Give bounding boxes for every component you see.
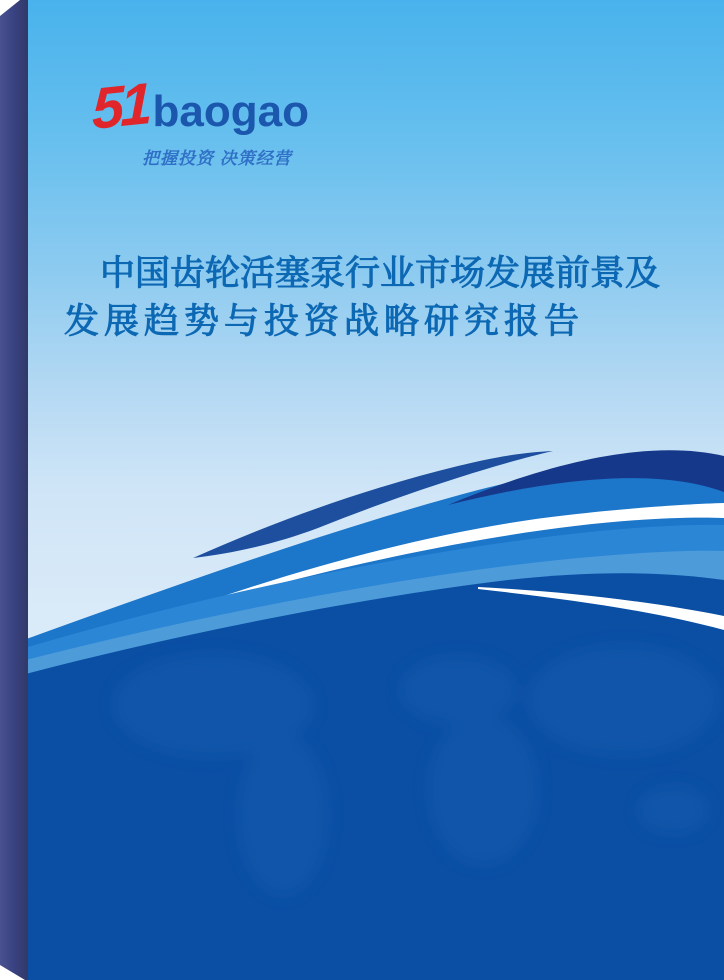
logo-row: [92, 70, 309, 143]
map-blob-asia: [528, 645, 718, 755]
map-blob-europe: [400, 656, 516, 724]
report-title-line2: 发展趋势与投资战略研究报告: [64, 302, 585, 341]
map-blob-australia: [638, 786, 708, 834]
report-title: [64, 250, 704, 346]
map-blob-south-america: [238, 735, 328, 895]
logo-tagline: 把握投资 决策经营: [142, 149, 292, 168]
logo: [92, 70, 309, 169]
report-title-line1: 中国齿轮活塞泵行业市场发展前景及: [100, 254, 661, 293]
logo-wordmark: baogao: [152, 87, 309, 136]
map-blob-africa: [428, 715, 538, 865]
logo-mark-51-icon: 51: [92, 70, 149, 143]
cover-background: [28, 0, 724, 980]
book-spine: [0, 0, 28, 980]
